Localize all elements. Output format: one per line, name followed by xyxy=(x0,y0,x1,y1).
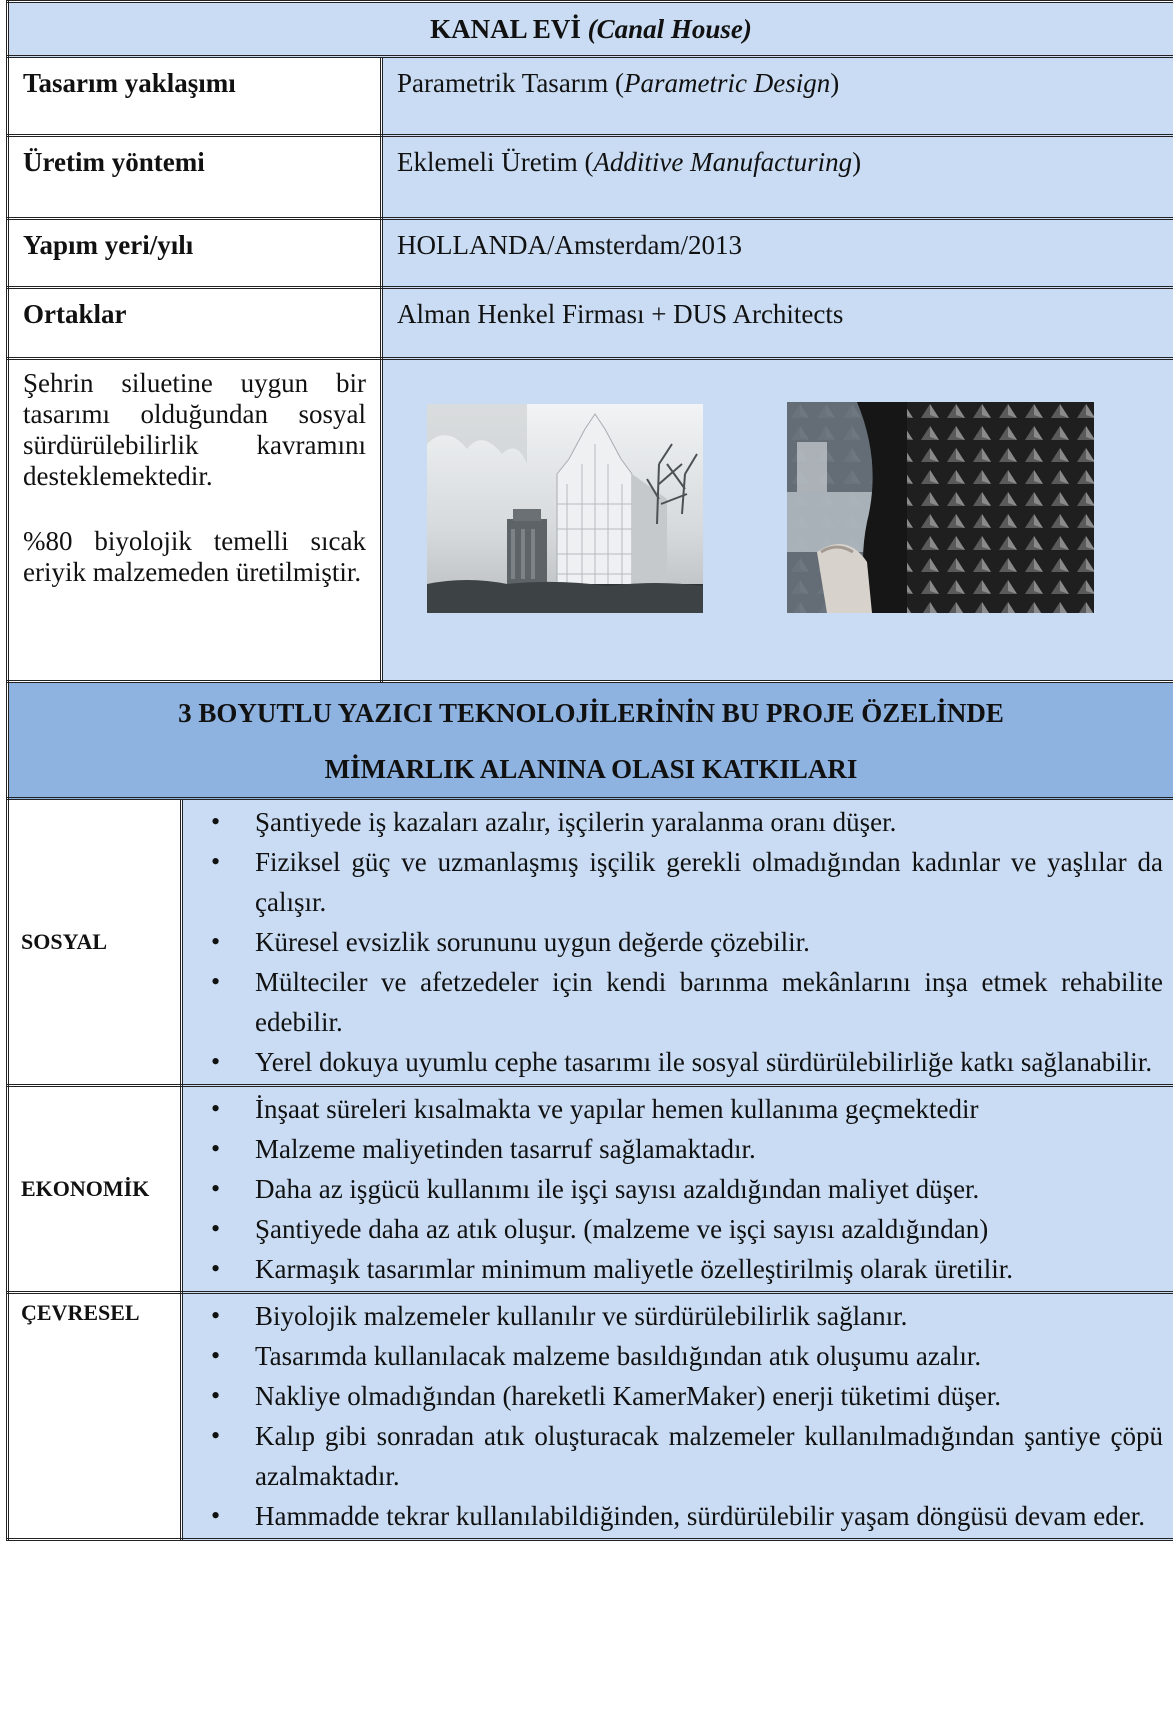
images-cell xyxy=(382,359,1173,682)
category-row-social xyxy=(8,799,1173,1086)
list-item: • Yerel dokuya uyumlu cephe tasarımı ile sosyal sürdürülebilirliğe katkı sağlanabilir. xyxy=(255,1042,1163,1082)
list-item: • Nakliye olmadığından (hareketli KamerMaker) enerji tüketimi düşer. xyxy=(255,1376,1163,1416)
category-label: ÇEVRESEL xyxy=(8,1293,182,1540)
info-row-production-method xyxy=(8,136,1173,219)
info-value: HOLLANDA/Amsterdam/2013 xyxy=(382,219,1173,288)
description-row xyxy=(8,359,1173,682)
list-item: • Şantiyede iş kazaları azalır, işçilerin yaralanma oranı düşer. xyxy=(255,802,1163,842)
list-item: • Biyolojik malzemeler kullanılır ve sürdürülebilirlik sağlanır. xyxy=(255,1296,1163,1336)
category-items xyxy=(182,1086,1173,1293)
info-value: Parametrik Tasarım (Parametric Design) xyxy=(382,57,1173,136)
info-row-design-approach xyxy=(8,57,1173,136)
info-label: Yapım yeri/yılı xyxy=(8,219,382,288)
description-paragraph: Şehrin siluetine uygun bir tasarımı olduğundan sosyal sürdürülebilirlik kavramını desteklemektedir. xyxy=(23,368,366,491)
title-main: KANAL EVİ xyxy=(430,13,581,44)
canal-house-table xyxy=(6,0,1173,1541)
list-item: • Tasarımda kullanılacak malzeme basıldığından atık oluşumu azalır. xyxy=(255,1336,1163,1376)
category-row-economic xyxy=(8,1086,1173,1293)
heading-line: MİMARLIK ALANINA OLASI KATKILARI xyxy=(324,754,858,784)
list-item: • Hammadde tekrar kullanılabildiğinden, sürdürülebilir yaşam döngüsü devam eder. xyxy=(255,1496,1163,1536)
heading-line: 3 BOYUTLU YAZICI TEKNOLOJİLERİNİN BU PROJE ÖZELİNDE xyxy=(178,698,1004,728)
contributions-heading xyxy=(8,682,1173,799)
list-item: • Küresel evsizlik sorununu uygun değerde çözebilir. xyxy=(255,922,1163,962)
list-item: • Şantiyede daha az atık oluşur. (malzeme ve işçi sayısı azaldığından) xyxy=(255,1209,1163,1249)
category-items xyxy=(182,1293,1173,1540)
list-item: • Mülteciler ve afetzedeler için kendi barınma mekânlarını inşa etmek rehabilite edebilir. xyxy=(255,962,1163,1042)
list-item: • Karmaşık tasarımlar minimum maliyetle özelleştirilmiş olarak üretilir. xyxy=(255,1249,1163,1289)
list-item: • Kalıp gibi sonradan atık oluşturacak malzemeler kullanılmadığından şantiye çöpü azalmaktadır. xyxy=(255,1416,1163,1496)
facade-detail-image xyxy=(787,402,1094,613)
category-label: SOSYAL xyxy=(8,799,182,1086)
category-row-environmental xyxy=(8,1293,1173,1540)
info-value: Eklemeli Üretim (Additive Manufacturing) xyxy=(382,136,1173,219)
category-label: EKONOMİK xyxy=(8,1086,182,1293)
table-title xyxy=(8,2,1173,57)
description-paragraph: %80 biyolojik temelli sıcak eriyik malzemeden üretilmiştir. xyxy=(23,526,366,587)
list-item: • Daha az işgücü kullanımı ile işçi sayısı azaldığından maliyet düşer. xyxy=(255,1169,1163,1209)
category-items xyxy=(182,799,1173,1086)
title-sub: (Canal House) xyxy=(587,13,752,44)
list-item: • Malzeme maliyetinden tasarruf sağlamaktadır. xyxy=(255,1129,1163,1169)
canal-house-exterior-image xyxy=(427,404,703,613)
info-row-partners xyxy=(8,288,1173,359)
info-row-location-year xyxy=(8,219,1173,288)
list-item: • Fiziksel güç ve uzmanlaşmış işçilik gerekli olmadığından kadınlar ve yaşlılar da çalışır. xyxy=(255,842,1163,922)
info-label: Tasarım yaklaşımı xyxy=(8,57,382,136)
info-label: Üretim yöntemi xyxy=(8,136,382,219)
list-item: • İnşaat süreleri kısalmakta ve yapılar hemen kullanıma geçmektedir xyxy=(255,1089,1163,1129)
info-value: Alman Henkel Firması + DUS Architects xyxy=(382,288,1173,359)
info-label: Ortaklar xyxy=(8,288,382,359)
description-cell xyxy=(8,359,382,682)
